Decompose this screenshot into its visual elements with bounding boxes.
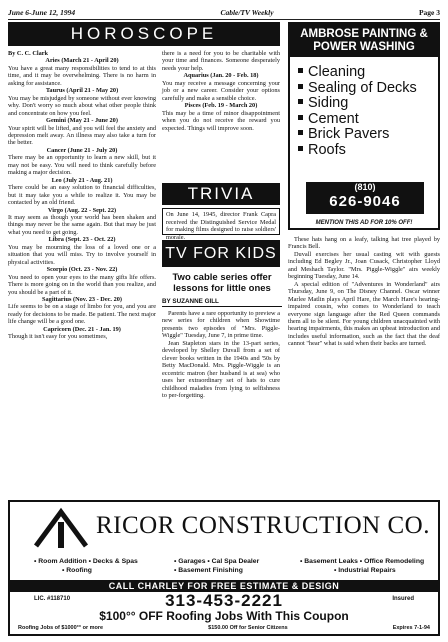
article-column-2 bbox=[288, 236, 440, 498]
zodiac-reading: Though it isn't easy for you sometimes, bbox=[8, 333, 108, 341]
bullet-icon bbox=[298, 84, 303, 89]
zodiac-sign-heading: Libra (Sept. 23 - Oct. 22) bbox=[48, 236, 116, 244]
service-item bbox=[298, 112, 438, 128]
service-line: • Garages • Cal Spa Dealer bbox=[174, 558, 260, 565]
page-number: Page 3 bbox=[418, 8, 440, 17]
service-item bbox=[298, 143, 438, 159]
service-item-label: Roofs bbox=[308, 141, 346, 158]
horoscope-column-1 bbox=[8, 50, 156, 498]
phone-number: 313-453-2221 bbox=[165, 591, 283, 610]
trivia-text: On June 14, 1945, director Frank Capra received the Distinguished Service Medal for making films designed to raise soldiers' morale. bbox=[162, 208, 280, 235]
discount-note: MENTION THIS AD FOR 10% OFF! bbox=[315, 220, 413, 226]
horoscope-banner: HOROSCOPE bbox=[8, 22, 280, 46]
bullet-icon bbox=[298, 115, 303, 120]
zodiac-reading: There could be an easy solution to financial difficulties, but it may take you a while to realize it. You may be contacted by an old friend. bbox=[8, 184, 156, 207]
service-item-label: Brick Pavers bbox=[308, 126, 390, 142]
zodiac-sign-heading: Leo (July 21 - Aug. 21) bbox=[51, 176, 113, 184]
article-paragraph: Duvall exercises her usual casting wit with guests including Ed Begley Jr., Joan Cusack, Christopher Lloyd and Meshach Taylor. "Mrs. Piggle-Wiggle" airs weekly beginning Tuesday, June 14. bbox=[288, 250, 440, 281]
article-paragraph: A special edition of "Adventures in Wonderland" airs Thursday, June 9, on The Disney Channel. Oscar winner Marlee Matlin plays April Hare, the March Hare's hearing-impaired cousin, who comes to Wonderland to teach everyone sign language after the Red Queen commands them all to be silent. For young children unacquainted with hearing impairments, this makes an upbeat introduction and includes useful information, such as the fact that the deaf cannot "hear" what is said when their backs are turned. bbox=[288, 280, 440, 348]
ambrose-painting-ad bbox=[288, 22, 440, 230]
fine-print-center: $150.00 Off for Senior Citizens bbox=[208, 625, 288, 631]
area-code: (810) bbox=[354, 182, 376, 192]
service-item bbox=[298, 81, 438, 97]
tv-for-kids-banner: TV FOR KIDS bbox=[162, 240, 280, 267]
horoscope-column-2 bbox=[162, 50, 280, 180]
fine-print-left: Roofing Jobs of $1000°° or more bbox=[18, 625, 104, 631]
bullet-icon bbox=[298, 146, 303, 151]
zodiac-sign-heading: Pisces (Feb. 19 - March 20) bbox=[184, 102, 258, 110]
article-column-1 bbox=[162, 310, 280, 498]
ad-title: AMBROSE PAINTING & POWER WASHING bbox=[290, 24, 438, 57]
zodiac-sign-heading: Taurus (April 21 - May 20) bbox=[45, 87, 119, 95]
zodiac-reading: This may be a time of minor disappointment when you do not receive the reward you expected. Things will improve soon. bbox=[162, 109, 280, 132]
zodiac-sign-heading: Aquarius (Jan. 20 - Feb. 18) bbox=[183, 72, 259, 80]
phone-number: 626-9046 bbox=[329, 193, 401, 210]
service-line: • Roofing bbox=[62, 566, 92, 574]
service-list bbox=[290, 57, 438, 158]
zodiac-sign-heading: Scorpio (Oct. 23 - Nov. 22) bbox=[46, 266, 118, 274]
article-byline: BY SUZANNE GILL bbox=[162, 298, 282, 307]
company-name: RICOR CONSTRUCTION CO. bbox=[96, 512, 430, 539]
article-paragraph: These hats hang on a leafy, talking hat tree played by Francis Bell. bbox=[288, 236, 440, 251]
zodiac-sign-heading: Aries (March 21 - April 20) bbox=[45, 57, 119, 65]
zodiac-sign-heading: Gemini (May 21 - June 20) bbox=[46, 117, 118, 125]
service-line: • Basement Finishing bbox=[174, 566, 243, 574]
zodiac-reading: You may receive a message concerning your job or a new career. Consider your options carefully and make a sensible choice. bbox=[162, 79, 280, 102]
trivia-banner: TRIVIA bbox=[162, 183, 280, 205]
service-item-label: Siding bbox=[308, 95, 349, 111]
ricor-logo-icon bbox=[34, 508, 88, 550]
zodiac-sign-heading: Capricorn (Dec. 21 - Jan. 19) bbox=[43, 325, 121, 333]
coupon-fine-print bbox=[18, 625, 430, 631]
service-line: • Room Addition • Decks & Spas bbox=[34, 558, 138, 565]
bullet-icon bbox=[298, 99, 303, 104]
service-item-label: Cleaning bbox=[308, 64, 366, 80]
zodiac-sign-heading: Virgo (Aug. 22 - Sept. 22) bbox=[47, 206, 117, 214]
zodiac-reading: There may be an opportunity to learn a new skill, but it may not be easy. You will need to think carefully before making a major decision. bbox=[8, 154, 156, 177]
service-item bbox=[298, 96, 438, 112]
service-line: • Basement Leaks • Office Remodeling bbox=[300, 558, 425, 565]
article-subtitle: Two cable series offer lessons for little ones bbox=[172, 272, 272, 294]
fine-print-right: Expires 7-1-94 bbox=[392, 625, 430, 631]
service-item-label: Sealing of Decks bbox=[308, 79, 417, 96]
insured-label: Insured bbox=[392, 596, 414, 602]
service-item bbox=[298, 127, 438, 143]
issue-date: June 6-June 12, 1994 bbox=[8, 8, 76, 17]
service-item bbox=[298, 65, 438, 81]
publication-name: Cable/TV Weekly bbox=[220, 8, 274, 17]
zodiac-reading: You may be mourning the loss of a loved one or a situation that you will miss. Try to involve yourself in physical activities. bbox=[8, 243, 156, 266]
zodiac-reading: You have a great many responsibilities to tend to at this time, and it may be overwhelming. There is no harm in asking for assistance. bbox=[8, 64, 156, 87]
page-header bbox=[8, 6, 440, 20]
services-column-1 bbox=[34, 558, 138, 575]
horoscope-continued-text: there is a need for you to be charitable with your time and finances. Someone desperately needs your help. bbox=[162, 50, 280, 72]
services-column-2 bbox=[174, 558, 259, 575]
phone-box bbox=[306, 182, 424, 214]
call-banner: CALL CHARLEY FOR FREE ESTIMATE & DESIGN bbox=[10, 580, 438, 592]
article-paragraph: Parents have a rare opportunity to preview a new series for children when Showtime presents two episodes of "Mrs. Piggle-Wiggle" Tuesday, June 7, in prime time. bbox=[162, 310, 280, 340]
zodiac-reading: You need to open your eyes to the many gifts life offers. There is more going on in the world than you realize, and you should be a part of it. bbox=[8, 273, 156, 296]
coupon-offer: $100°° OFF Roofing Jobs With This Coupon bbox=[99, 609, 349, 623]
service-item-label: Cement bbox=[308, 110, 359, 127]
services-column-3 bbox=[300, 558, 424, 575]
bullet-icon bbox=[298, 68, 303, 73]
zodiac-reading: You may be misjudged by someone without ever knowing why. Don't worry so much about what other people think and concentrate on how you feel. bbox=[8, 94, 156, 117]
ricor-construction-ad bbox=[8, 500, 440, 636]
zodiac-reading: Life seems to be on a stage of limbo for you, and you are ready for decisions to be made. Be patient. The next major life change will be a good one. bbox=[8, 303, 156, 326]
zodiac-sign-heading: Cancer (June 21 - July 20) bbox=[46, 146, 118, 154]
bullet-icon bbox=[298, 130, 303, 135]
article-paragraph: Jean Stapleton stars in the 13-part series, developed by Shelley Duvall from a set of clever books written in the 1940s and '50s by Betty MacDonald. Mrs. Piggle-Wiggle is an eccentric matron (her husband is at sea) who uses her extraordinary set of hats to cure childhood maladies from lying to selfishness to per-forgetting. bbox=[162, 339, 280, 399]
zodiac-sign-heading: Sagittarius (Nov. 23 - Dec. 20) bbox=[42, 295, 122, 303]
license-number: LIC. #118710 bbox=[34, 596, 71, 602]
zodiac-reading: Your spirit will be lifted, and you will feel the anxiety and depression melt away. An illness may also take a turn for the better. bbox=[8, 124, 156, 147]
zodiac-reading: It may seem as though your world has been shaken and things may never be the same again. But that may be just what you need to get going. bbox=[8, 213, 156, 236]
horoscope-byline: By C. C. Clark bbox=[8, 50, 49, 57]
service-line: • Industrial Repairs bbox=[334, 566, 396, 574]
